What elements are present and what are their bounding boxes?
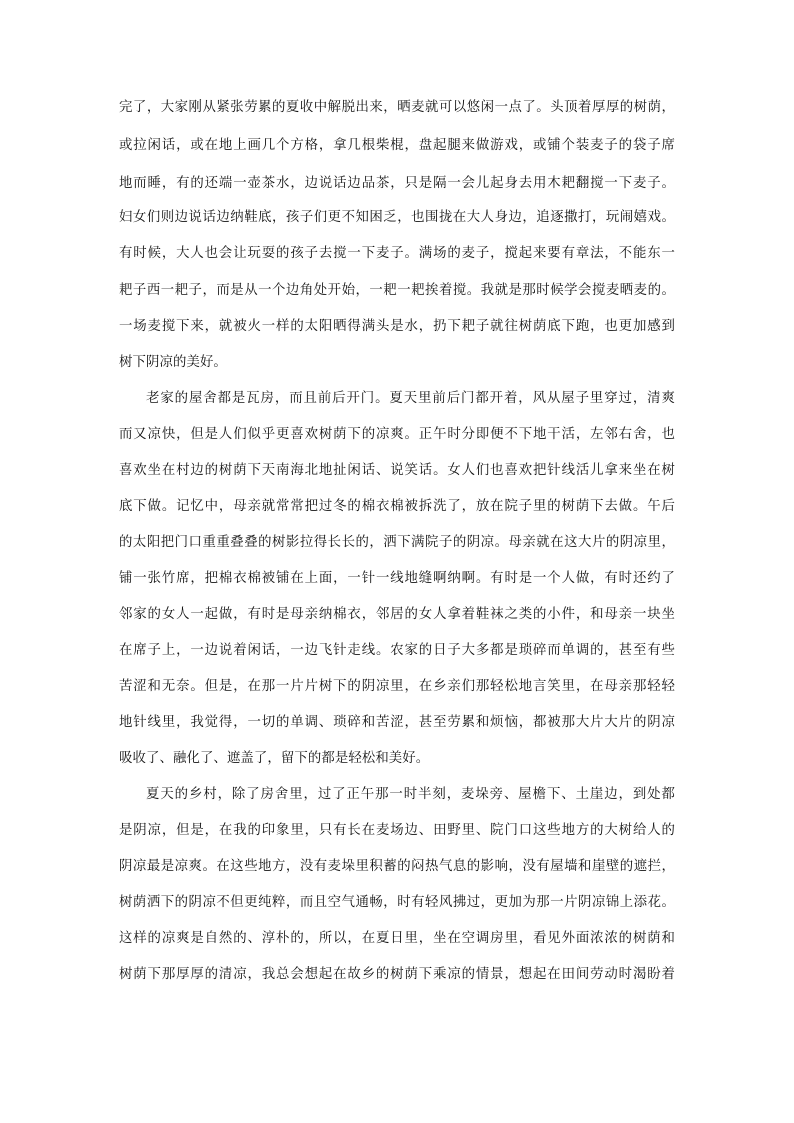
text-line: 是阴凉，但是，在我的印象里，只有长在麦场边、田野里、院门口这些地方的大树给人的: [119, 823, 675, 838]
text-line: 耙子西一耙子，而是从一个边角处开始，一耙一耙挨着搅。我就是那时候学会搅麦晒麦的。: [119, 283, 675, 298]
text-line: 喜欢坐在村边的树荫下天南海北地扯闲话、说笑话。女人们也喜欢把针线活儿拿来坐在树: [119, 463, 675, 478]
text-line: 妇女们则边说话边纳鞋底，孩子们更不知困乏，也围拢在大人身边，追逐撒打，玩闹嬉戏。: [119, 210, 675, 225]
text-line: 地针线里，我觉得，一切的单调、琐碎和苦涩，甚至劳累和烦恼，都被那大片大片的阴凉: [119, 715, 675, 730]
text-line: 有时候，大人也会让玩耍的孩子去搅一下麦子。满场的麦子，搅起来要有章法，不能东一: [119, 246, 675, 261]
text-line: 的太阳把门口重重叠叠的树影拉得长长的，洒下满院子的阴凉。母亲就在这大片的阴凉里，: [119, 535, 675, 550]
text-line: 树荫下那厚厚的清凉，我总会想起在故乡的树荫下乘凉的情景，想起在田间劳动时渴盼着: [119, 967, 675, 982]
text-line: 苦涩和无奈。但是，在那一片片树下的阴凉里，在乡亲们那轻松地言笑里，在母亲那轻轻: [119, 679, 675, 694]
text-line: 完了，大家刚从紧张劳累的夏收中解脱出来，晒麦就可以悠闲一点了。头顶着厚厚的树荫，: [119, 100, 675, 115]
text-line: 树下阴凉的美好。: [119, 355, 227, 370]
paragraph-first-line: 夏天的乡村，除了房舍里，过了正午那一时半刻，麦垛旁、屋檐下、土崖边，到处都: [146, 787, 675, 802]
text-line: 在席子上，一边说着闲话，一边飞针走线。农家的日子大多都是琐碎而单调的，甚至有些: [119, 643, 675, 658]
text-line: 阴凉最是凉爽。在这些地方，没有麦垛里积蓄的闷热气息的影响，没有屋墙和崖壁的遮拦，: [119, 859, 675, 874]
text-line: 树荫洒下的阴凉不但更纯粹，而且空气通畅，时有轻风拂过，更加为那一片阴凉锦上添花。: [119, 895, 675, 910]
text-line: 吸收了、融化了、遮盖了，留下的都是轻松和美好。: [119, 751, 430, 766]
text-line: 这样的凉爽是自然的、淳朴的，所以，在夏日里，坐在空调房里，看见外面浓浓的树荫和: [119, 931, 675, 946]
text-line: 地而睡，有的还端一壶茶水，边说话边品茶，只是隔一会儿起身去用木耙翻搅一下麦子。: [119, 176, 675, 191]
text-line: 一场麦搅下来，就被火一样的太阳晒得满头是水，扔下耙子就往树荫底下跑，也更加感到: [119, 319, 675, 334]
text-line: 或拉闲话，或在地上画几个方格，拿几根柴棍，盘起腿来做游戏，或铺个装麦子的袋子席: [119, 138, 675, 153]
text-line: 底下做。记忆中，母亲就常常把过冬的棉衣棉被拆洗了，放在院子里的树荫下去做。午后: [119, 499, 675, 514]
text-line: 邻家的女人一起做，有时是母亲纳棉衣，邻居的女人拿着鞋袜之类的小件，和母亲一块坐: [119, 607, 675, 622]
text-line: 铺一张竹席，把棉衣棉被铺在上面，一针一线地缝啊纳啊。有时是一个人做，有时还约了: [119, 571, 675, 586]
text-line: 而又凉快，但是人们似乎更喜欢树荫下的凉爽。正午时分即便不下地干活，左邻右舍，也: [119, 427, 675, 442]
paragraph-first-line: 老家的屋舍都是瓦房，而且前后开门。夏天里前后门都开着，风从屋子里穿过，清爽: [146, 391, 675, 406]
